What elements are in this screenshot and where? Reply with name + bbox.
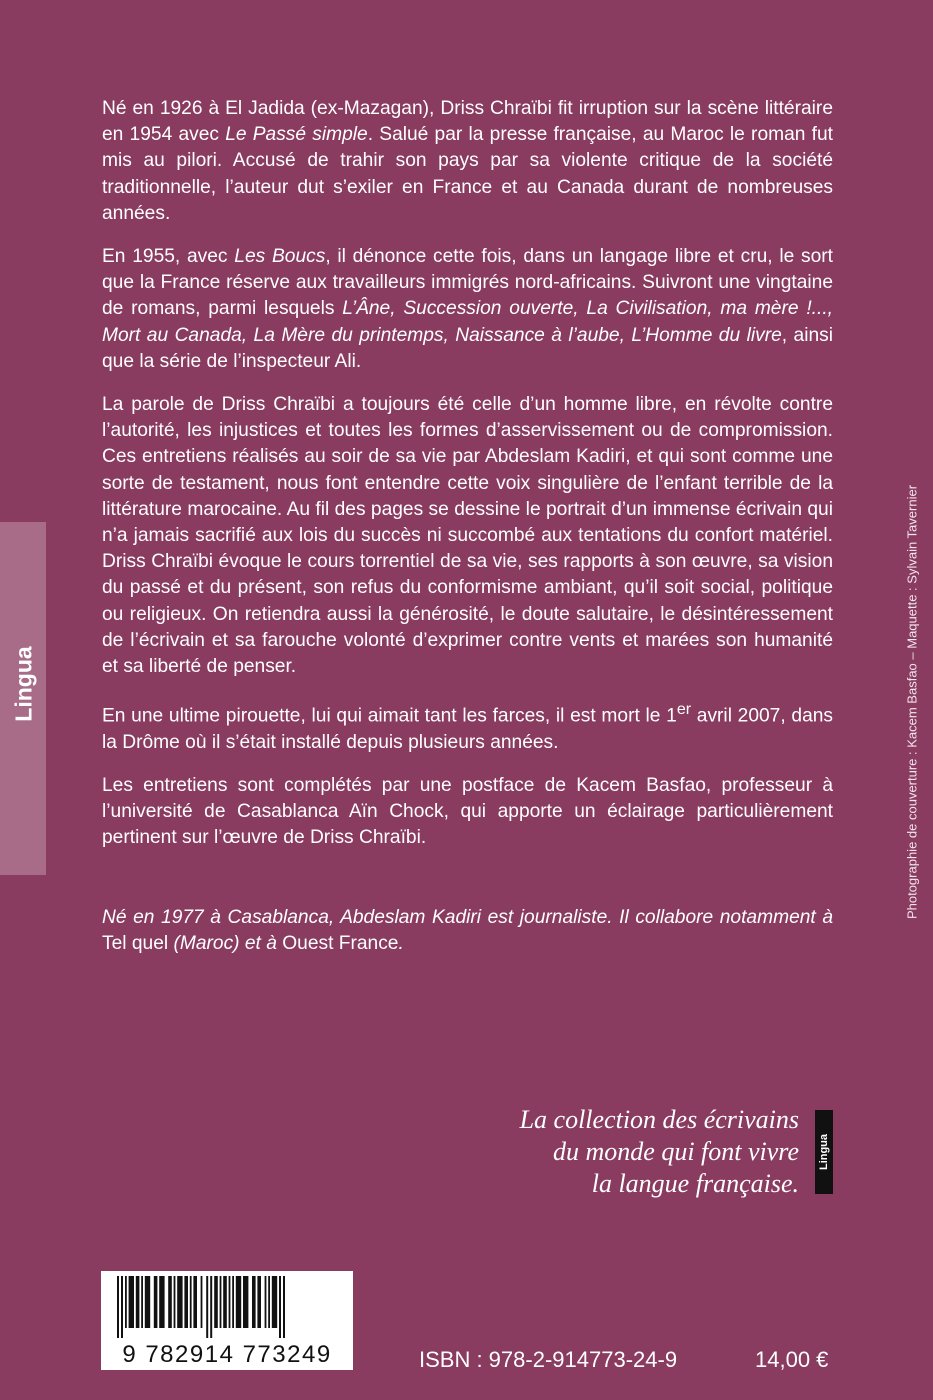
- barcode-bar: [214, 1276, 218, 1328]
- back-cover-text: [102, 96, 833, 974]
- barcode-number: 9 782914 773249: [122, 1341, 332, 1368]
- text-segment: La parole de Driss Chraïbi a toujours été celle d’un homme libre, en révolte contre l’autorité, les injustices et toutes les formes d’asservissement ou de compromission. Ces entretiens réalisés au soir de sa vie par Abdeslam Kadiri, et qui sont comme une sorte de testament, nous font entendre cette voix singulière de l’enfant terrible de la littérature marocaine. Au fil des pages se dessine le portrait d’un immense écrivain qui n’a jamais sacrifié aux lois du succès ni succombé aux tentations du confort matériel. Driss Chraïbi évoque le cours torrentiel de sa vie, ses rapports à son œuvre, sa vision du passé et du présent, son refus du conformisme ambiant, qu’il soit social, politique ou religieux. On retiendra aussi la générosité, le doute salutaire, le désintéressement de l’écrivain et sa farouche volonté d’exprimer contre vents et marées son humanité et sa liberté de penser.: [102, 394, 833, 678]
- tagline-line: la langue française.: [591, 1169, 799, 1198]
- text-segment: En 1955, avec: [102, 246, 235, 268]
- barcode-bar: [257, 1276, 261, 1328]
- author-bio: [102, 905, 833, 957]
- lingua-logo-text: Lingua: [818, 1133, 830, 1171]
- barcode-bar: [265, 1276, 267, 1328]
- text-segment: Né en 1926 à El Jadida (ex-Mazagan), Driss Chraïbi fit irruption sur la scène littéraire en 1954 avec: [102, 98, 833, 146]
- barcode: [101, 1271, 353, 1370]
- isbn: ISBN : 978-2-914773-24-9: [419, 1347, 678, 1372]
- barcode-bar: [223, 1276, 227, 1328]
- tagline-line: La collection des écrivains: [519, 1105, 799, 1134]
- barcode-bar: [193, 1276, 197, 1328]
- paragraph: [102, 697, 833, 756]
- barcode-bar: [177, 1276, 182, 1328]
- cover-credit: Photographie de couverture : Kacem Basfao – Maquette : Sylvain Tavernier: [904, 484, 920, 920]
- spine-label: Lingua: [10, 646, 37, 722]
- text-segment: Les entretiens sont complétés par une postface de Kacem Basfao, professeur à l’université de Casablanca Aïn Chock, qui apporte un éclairage particulièrement pertinent sur l’œuvre de Driss Chraïbi.: [102, 775, 833, 849]
- barcode-bar: [210, 1276, 212, 1338]
- text-segment: , il dénonce cette fois, dans un langage libre et cru, le sort que la France réserve aux travailleurs immigrés nord-africains. Suivront une vingtaine de romans, parmi lesquels: [102, 246, 834, 320]
- barcode-bar: [145, 1276, 150, 1328]
- paragraph: [102, 392, 833, 680]
- barcode-bar: [159, 1276, 164, 1328]
- text-segment: L’Âne, Succession ouverte, La Civilisation, ma mère !..., Mort au Canada, La Mère du printemps, Naissance à l’aube, L’Homme du livre: [102, 298, 833, 346]
- barcode-bar: [184, 1276, 188, 1328]
- text-segment: er: [676, 701, 692, 719]
- barcode-bar: [174, 1276, 176, 1328]
- barcode-bar: [117, 1276, 119, 1338]
- text-segment: (Maroc) et à: [168, 932, 283, 954]
- barcode-bar: [283, 1276, 285, 1338]
- barcode-bar: [232, 1276, 234, 1328]
- barcode-bar: [154, 1276, 158, 1328]
- barcode-bar: [129, 1276, 134, 1328]
- paragraph: [102, 244, 833, 375]
- barcode-bar: [243, 1276, 248, 1328]
- text-segment: . Salué par la presse française, au Maroc le roman fut mis au pilori. Accusé de trahir son pays par sa violente critique de la société traditionnelle, l’auteur dut s’exiler en France et au Canada durant de nombreuses années.: [102, 124, 833, 224]
- text-segment: Le Passé simple: [225, 124, 368, 146]
- text-segment: Ouest France: [282, 932, 399, 954]
- barcode-bar: [201, 1276, 203, 1328]
- barcode-bars: [115, 1276, 339, 1338]
- barcode-bar: [121, 1276, 123, 1338]
- barcode-bar: [125, 1276, 127, 1328]
- barcode-bar: [252, 1276, 256, 1328]
- text-segment: En une ultime pirouette, lui qui aimait tant les farces, il est mort le 1: [102, 705, 677, 727]
- barcode-bar: [141, 1276, 143, 1328]
- barcode-bar: [229, 1276, 231, 1328]
- collection-tagline: [470, 1104, 799, 1200]
- text-segment: Tel quel: [102, 932, 169, 954]
- barcode-bar: [190, 1276, 192, 1328]
- barcode-bar: [136, 1276, 140, 1328]
- barcode-bar: [279, 1276, 281, 1338]
- text-segment: Né en 1977 à Casablanca, Abdeslam Kadiri est journaliste. Il collabore notamment à: [102, 906, 833, 928]
- text-segment: .: [398, 932, 404, 954]
- text-segment: , ainsi que la série de l’inspecteur Ali.: [102, 324, 833, 372]
- tagline-line: du monde qui font vivre: [553, 1137, 799, 1166]
- barcode-bar: [268, 1276, 270, 1328]
- lingua-logo: [815, 1110, 833, 1194]
- barcode-bar: [220, 1276, 222, 1328]
- barcode-bar: [206, 1276, 208, 1338]
- barcode-bar: [168, 1276, 172, 1328]
- text-segment: Les Boucs: [234, 246, 326, 268]
- text-segment: avril 2007, dans la Drôme où il s’était installé depuis plusieurs années.: [102, 705, 833, 753]
- barcode-bar: [236, 1276, 241, 1328]
- paragraph: [102, 773, 833, 852]
- price: 14,00 €: [755, 1347, 829, 1372]
- paragraph: [102, 96, 833, 227]
- barcode-bar: [272, 1276, 277, 1328]
